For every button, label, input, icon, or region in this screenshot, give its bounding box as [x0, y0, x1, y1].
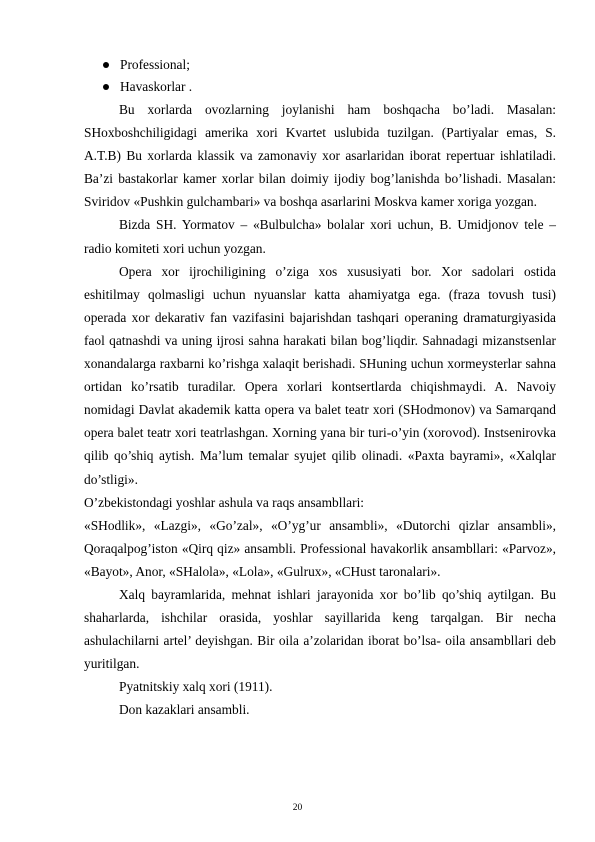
paragraph: Bu xorlarda ovozlarning joylanishi ham boshqacha bo’ladi. Masalan: SHoxboshchiligidagi amerika xori Kvartet uslubida tuzilgan. (Partiyalar emas, S. A.T.B) Bu xorlarda klassik va zamonaviy xor asarlaridan iborat repertuar ishlatiladi. Ba’zi bastakorlar kamer xorlar bilan doimiy ijodiy bog’lanishda bo’lishadi. Masalan: Sviridov «Pushkin gulchambari» va boshqa asarlarini Moskva kamer xoriga yozgan. — [84, 102, 556, 210]
paragraph: Xalq bayramlarida, mehnat ishlari jarayonida xor bo’lib qo’shiq aytilgan. Bu shaharlarda, ishchilar orasida, yoshlar sayillarida keng tarqalgan. Bir necha ashulachilarni artel’ deyishgan. Bir oila a’zolaridan iborat bo’lsa- oila ansambllari deb yuritilgan. — [84, 586, 556, 672]
bullet-dot-icon — [103, 84, 109, 90]
paragraph: Don kazaklari ansambli. — [119, 702, 250, 718]
paragraph: «SHodlik», «Lazgi», «Go’zal», «O’yg’ur ansambli», «Dutorchi qizlar ansambli», Qoraqalpog’iston «Qirq qiz» ansambli. Professional havakorlik ansambllari: «Parvoz», «Bayot», Anor, «SHalola», «Lola», «Gulrux», «CHust taronalari». — [84, 517, 556, 579]
document-page — [84, 54, 556, 722]
paragraph: O’zbekistondagi yoshlar ashula va raqs ansambllari: — [84, 494, 365, 510]
bullet-dot-icon — [103, 62, 109, 68]
bullet-text: Havaskorlar . — [120, 79, 193, 94]
page-number: 20 — [292, 803, 303, 813]
bullet-item — [84, 54, 556, 76]
bullet-item — [84, 76, 556, 98]
paragraph: Opera xor ijrochiligining o’ziga xos xususiyati bor. Xor sadolari ostida eshitilmay qolmasligi uchun nyuanslar katta ahamiyatga ega. (fraza tovush tusi) operada xor dekarativ fan vazifasini bajarishdan tashqari operaning dramaturgiyasida faol qatnashdi va uning ijrosi sahna harakati bilan bog’liqdir. Sahnadagi mizanstsenlar xonandalarga raxbarni ko’rishga xalaqit berishadi. SHuning uchun xormeysterlar sahna ortidan ko’rsatib turadilar. Opera xorlari kontsertlarda chiqishmaydi. A. Navoiy nomidagi Davlat akademik katta opera va balet teatr xori (SHodmonov) va Samarqand opera balet teatr xori teatrlashgan. Xorning yana bir turi-o’yin (xorovod). Instsenirovka qilib qo’shiq aytish. Ma’lum temalar syujet qilib olinadi. «Paxta bayrami», «Xalqlar do’stligi». — [84, 263, 556, 487]
paragraph: Bizda SH. Yormatov – «Bulbulcha» bolalar xori uchun, B. Umidjonov tele – radio komiteti xori uchun yozgan. — [84, 217, 556, 256]
paragraph: Pyatnitskiy xalq xori (1911). — [119, 679, 273, 695]
bullet-text: Professional; — [120, 57, 190, 72]
